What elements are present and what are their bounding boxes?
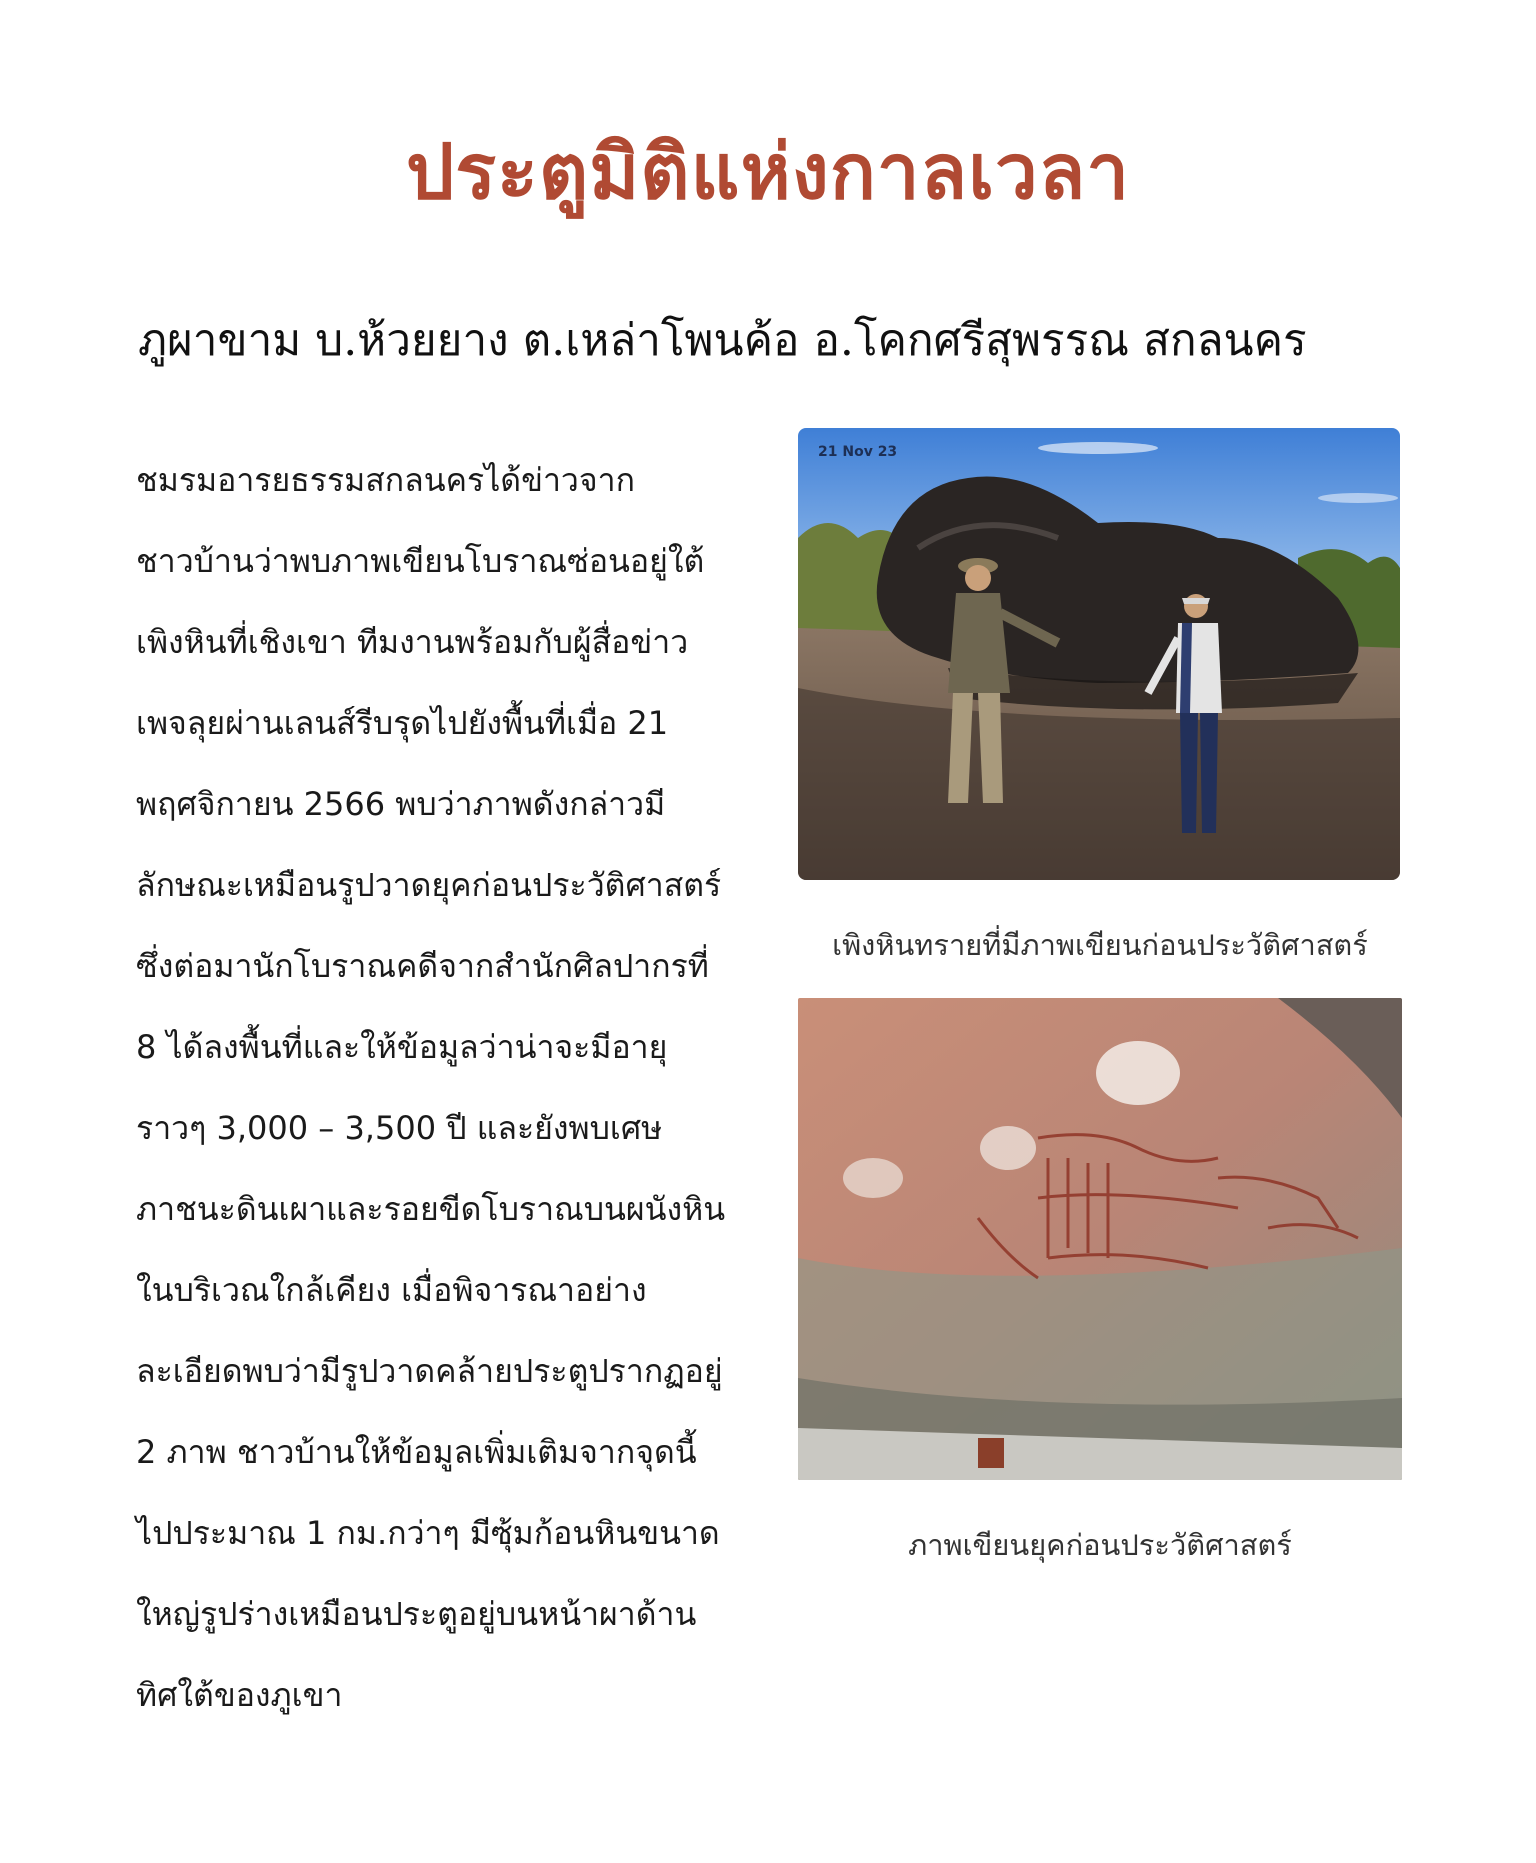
body-line: ในบริเวณใกล้เคียง เมื่อพิจารณาอย่าง xyxy=(136,1271,647,1309)
body-line: ซึ่งต่อมานักโบราณคดีจากสำนักศิลปากรที่ xyxy=(136,947,709,985)
body-line: 2 ภาพ ชาวบ้านให้ข้อมูลเพิ่มเติมจากจุดนี้ xyxy=(136,1433,697,1471)
rock-painting-caption: ภาพเขียนยุคก่อนประวัติศาสตร์ xyxy=(908,1528,1292,1562)
page-title: ประตูมิติแห่งกาลเวลา xyxy=(405,127,1131,216)
body-line: ชมรมอารยธรรมสกลนครได้ข่าวจาก xyxy=(136,461,635,499)
body-line: เพิงหินที่เชิงเขา ทีมงานพร้อมกับผู้สื่อข่าว xyxy=(136,623,689,661)
rock-painting-image xyxy=(798,998,1402,1480)
location-subtitle: ภูผาขาม บ.ห้วยยาง ต.เหล่าโพนค้อ อ.โคกศรีสุพรรณ สกลนคร xyxy=(138,315,1307,366)
body-line: 8 ได้ลงพื้นที่และให้ข้อมูลว่าน่าจะมีอายุ xyxy=(136,1028,668,1066)
body-line: ทิศใต้ของภูเขา xyxy=(136,1676,343,1714)
body-line: พฤศจิกายน 2566 พบว่าภาพดังกล่าวมี xyxy=(136,785,666,823)
rock-shelter-caption: เพิงหินทรายที่มีภาพเขียนก่อนประวัติศาสตร์ xyxy=(832,928,1368,962)
rock-shelter-photo xyxy=(798,428,1400,880)
body-line: เพจลุยผ่านเลนส์รีบรุดไปยังพื้นที่เมื่อ 21 xyxy=(136,704,669,742)
body-line: ใหญ่รูปร่างเหมือนประตูอยู่บนหน้าผาด้าน xyxy=(136,1595,697,1633)
body-line: ภาชนะดินเผาและรอยขีดโบราณบนผนังหิน xyxy=(136,1190,726,1228)
date-stamp: 21 Nov 23 xyxy=(818,444,898,460)
article-body xyxy=(136,440,736,1736)
body-line: ละเอียดพบว่ามีรูปวาดคล้ายประตูปรากฏอยู่ xyxy=(136,1352,723,1390)
rock-painting-photo xyxy=(798,998,1402,1480)
body-line: ไปประมาณ 1 กม.กว่าๆ มีซุ้มก้อนหินขนาด xyxy=(136,1514,720,1552)
body-line: ราวๆ 3,000 – 3,500 ปี และยังพบเศษ xyxy=(136,1109,663,1147)
body-line: ชาวบ้านว่าพบภาพเขียนโบราณซ่อนอยู่ใต้ xyxy=(136,542,705,580)
body-line: ลักษณะเหมือนรูปวาดยุคก่อนประวัติศาสตร์ xyxy=(136,866,722,904)
rock-shelter-image xyxy=(798,428,1400,880)
